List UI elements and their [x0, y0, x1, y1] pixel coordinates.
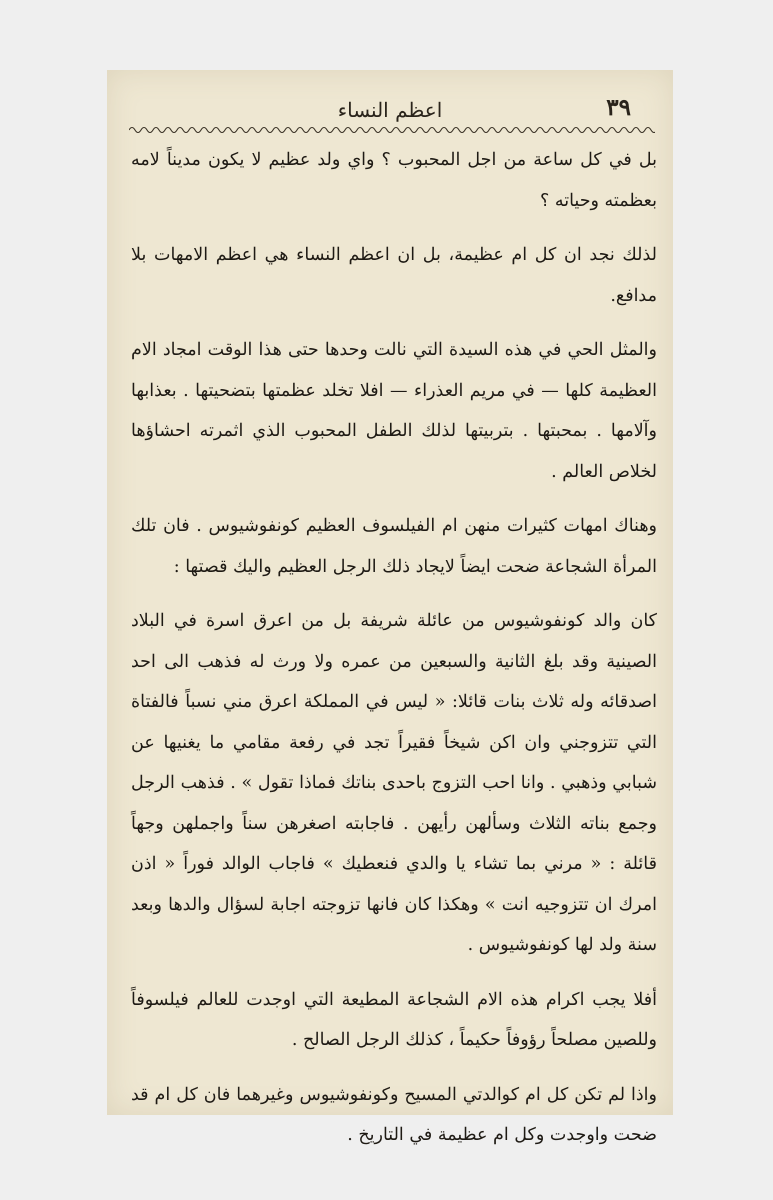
paragraph: كان والد كونفوشيوس من عائلة شريفة بل من اعرق اسرة في البلاد الصينية وقد بلغ الثانية والسبعين من عمره ولا ورث له فذهب الى احد اصدقائه وله ثلاث بنات قائلا: « ليس في المملكة اعرق مني نسباً فالفتاة التي تتزوجني وان اكن شيخاً فقيراً تجد في رفعة مقامي ما يغنيها عن شبابي وذهبي . وانا احب التزوج باحدى بناتك فماذا تقول » . فذهب الرجل وجمع بناته الثلاث وسألهن رأيهن . فاجابته اصغرهن سناً واجملهن وجهاً قائلة : « مرني بما تشاء يا والدي فنعطيك » فاجاب الوالد فوراً « اذن امرك ان تتزوجيه انت » وهكذا كان فانها تزوجته اجابة لسؤال والدها وبعد سنة ولد لها كونفوشيوس . [131, 611, 657, 955]
paragraph: واذا لم تكن كل ام كوالدتي المسيح وكونفوشيوس وغيرهما فان كل ام قد ضحت واوجدت وكل ام عظيمة في التاريخ . [131, 1084, 657, 1145]
paragraph: وهناك امهات كثيرات منهن ام الفيلسوف العظيم كونفوشيوس . فان تلك المرأة الشجاعة ضحت ايضاً لايجاد ذلك الرجل العظيم واليك قصتها : [131, 516, 657, 577]
body-text [131, 140, 657, 1156]
book-page [107, 70, 673, 1145]
page-number: ٣٩ [606, 94, 631, 121]
paragraph: بل في كل ساعة من اجل المحبوب ؟ واي ولد عظيم لا يكون مديناً لامه بعظمته وحياته ؟ [131, 150, 657, 211]
paragraph: أفلا يجب اكرام هذه الام الشجاعة المطيعة التي اوجدت للعالم فيلسوفاً وللصين مصلحاً رؤوفاً حكيماً ، كذلك الرجل الصالح . [131, 989, 657, 1050]
paragraph: والمثل الحي في هذه السيدة التي نالت وحدها حتى هذا الوقت امجاد الام العظيمة كلها — في مريم العذراء — افلا تخلد عظمتها بتضحيتها . بعذابها وآلامها . بمحبتها . بتربيتها لذلك الطفل المحبوب الذي اثمرته احشاؤها لخلاص العالم . [131, 340, 657, 482]
running-title: اعظم النساء [337, 98, 443, 122]
page-header [135, 88, 645, 128]
wavy-rule-divider [129, 125, 655, 135]
paragraph: لذلك نجد ان كل ام عظيمة، بل ان اعظم النساء هي اعظم الامهات بلا مدافع. [131, 245, 657, 306]
